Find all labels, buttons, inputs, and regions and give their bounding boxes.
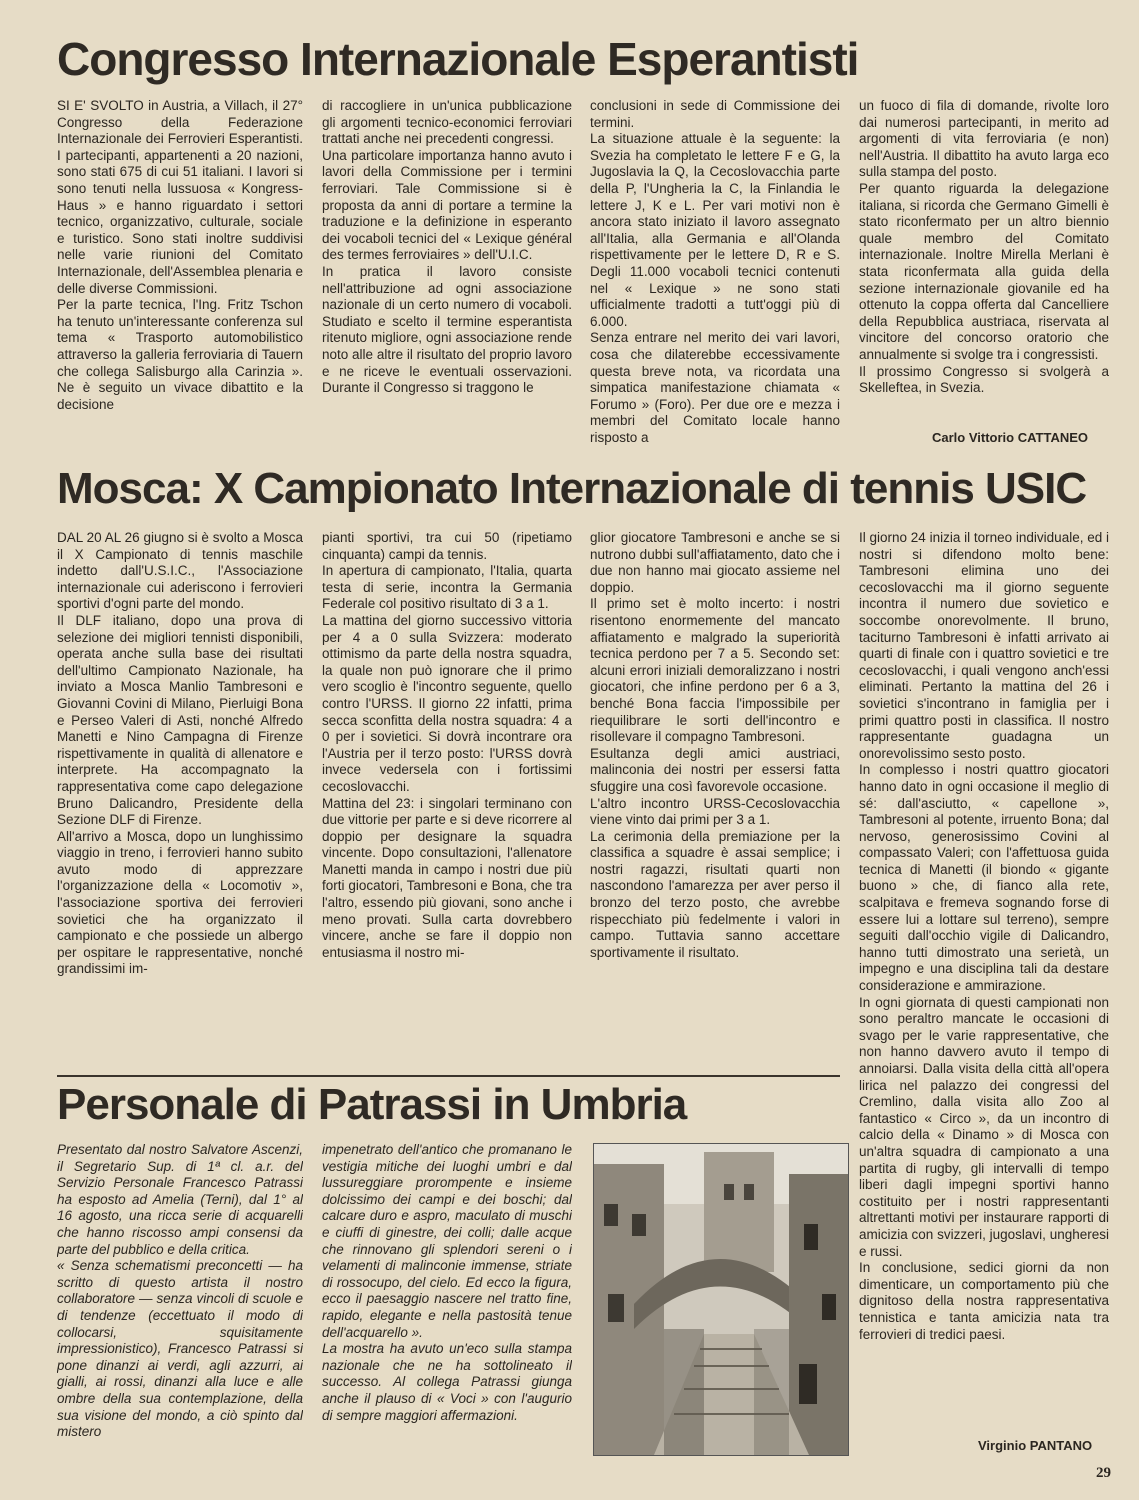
article3-title: Personale di Patrassi in Umbria [57,1080,687,1129]
article3-column-2: impenetrato dell'antico che promanano le vestigia mitiche dei luoghi umbri e dal lussureggiare prorompente e insieme dolcissimo dei campi e dei boschi; dal calcare duro e aspro, maculato di muschi e ciuffi di ginestre, dei colli; dalle acque che rinnovano gli splendori sereni o i velamenti di malinconie immense, striate di rossocupo, del cielo. Ed ecco la figura, ecco il paesaggio nascere nel tratto fine, rapido, elegante e nella pastosità tenue dell'acquarello ». La mostra ha avuto un'eco sulla stampa nazionale che ne ha sottolineato il successo. Al collega Patrassi giunga anche il plauso di « Voci » con l'augurio di sempre maggiori affermazioni. [322,1142,572,1423]
article1-column-2: di raccogliere in un'unica pubblicazione gli argomenti tecnico-economici ferroviari trattati anche nei precedenti congressi. Una particolare importanza hanno avuto i lavori della Commissione per i termini ferroviari. Tale Commissione si è proposta da anni di portare a termine la traduzione e la definizione in esperanto dei vocaboli tecnici del « Lexique général des termes ferroviaires » dell'U.I.C. In pratica il lavoro consiste nell'attribuzione ad ogni associazione nazionale di un certo numero di vocaboli. Studiato e scelto il termine esperantista ritenuto migliore, ogni associazione rende noto alle altre il risultato del proprio lavoro e ne riceve le eventuali osservazioni. Durante il Congresso si traggono le [322,98,572,396]
article1-column-3: conclusioni in sede di Commissione dei termini. La situazione attuale è la seguente: la Svezia ha completato le lettere F e G, la Jugoslavia la Q, la Cecoslovacchia parte della P, l'Ungheria la C, la Finlandia le lettere J, K e L. Per vari motivi non è ancora stato iniziato il lavoro assegnato all'Italia, alla Germania e all'Olanda rispettivamente per le lettere D, R e S. Degli 11.000 vocaboli tecnici contenuti nel « Lexique » ne sono stati ufficialmente tradotti a tutt'oggi più di 6.000. Senza entrare nel merito dei vari lavori, cosa che dilaterebbe eccessivamente questa breve nota, va ricordata una simpatica manifestazione chiamata « Forumo » (Foro). Per due ore e mezza i membri del Comitato locale hanno risposto a [590,98,840,445]
watercolor-painting-photo [593,1143,849,1456]
article2-column-3: glior giocatore Tambresoni e anche se si nutrono dubbi sull'affiatamento, dato che i due non hanno mai giocato assieme nel doppio. Il primo set è molto incerto: i nostri risentono enormemente del mancato affiatamento e malgrado la superiorità tecnica perdono per 7 a 5. Secondo set: alcuni errori iniziali demoralizzano i nostri giocatori, che infine perdono per 6 a 3, benché Bona faccia l'impossibile per riequilibrare le sorti dell'incontro e risollevare il compagno Tambresoni. Esultanza degli amici austriaci, malinconia dei nostri per essersi fatta sfuggire una così favorevole occasione. L'altro incontro URSS-Cecoslovacchia viene vinto dai primi per 3 a 1. La cerimonia della premiazione per la classifica a squadre è assai semplice; i nostri ragazzi, risultati quarti non nascondono l'amarezza per aver perso il bronzo del terzo posto, che avrebbe rispecchiato più fedelmente i valori in campo. Tuttavia sanno accettare sportivamente il risultato. [590,530,840,960]
article2-title: Mosca: X Campionato Internazionale di tennis USIC [57,464,1087,513]
article3-column-1: Presentato dal nostro Salvatore Ascenzi, il Segretario Sup. di 1ª cl. a.r. del Servizio Personale Francesco Patrassi ha esposto ad Amelia (Terni), dal 1° al 16 agosto, una ricca serie di acquarelli che hanno riscosso ampi consensi da parte del pubblico e della critica. « Senza schematismi preconcetti — ha scritto di questo artista il nostro collaboratore — senza vincoli di scuole e di tendenze (eccettuato il modo di collocarsi, squisitamente impressionistico), Francesco Patrassi si pone dinanzi ai verdi, agli azzurri, ai gialli, ai rossi, dinanzi alla luce e alle ombre della sua contemplazione, della sua visione del mondo, a ciò spinto dal mistero [57,1142,303,1440]
article2-column-2: pianti sportivi, tra cui 50 (ripetiamo cinquanta) campi da tennis. In apertura di campionato, l'Italia, quarta testa di serie, incontra la Germania Federale col positivo risultato di 3 a 1. La mattina del giorno successivo vittoria per 4 a 0 sulla Svizzera: moderato ottimismo da parte della nostra squadra, la quale non può ignorare che il primo vero scoglio è l'incontro seguente, quello contro l'URSS. Il giorno 22 infatti, prima secca sconfitta della nostra squadra: 4 a 0 per i sovietici. Si dovrà incontrare ora l'Austria per il terzo posto: l'URSS dovrà invece vedersela con i fortissimi cecoslovacchi. Mattina del 23: i singolari terminano con due vittorie per parte e si deve ricorrere al doppio per designare la squadra vincente. Dopo consultazioni, l'allenatore Manetti manda in campo i nostri due più forti giocatori, Tambresoni e Bona, che tra l'altro, essendo più giovani, sono anche i meno provati. Sulla carta dovrebbero vincere, anche se fare il doppio non entusiasma il nostro mi- [322,530,572,960]
article1-column-4: un fuoco di fila di domande, rivolte loro dai numerosi partecipanti, in merito ad argomenti di vita ferroviaria (e non) nell'Austria. Il dibattito ha avuto larga eco sulla stampa del posto. Per quanto riguarda la delegazione italiana, si ricorda che Germano Gimelli è stato riconfermato per un altro biennio quale membro del Comitato internazionale. Inoltre Mirella Merlani è stata riconfermata alla guida della sezione internazionale giovanile ed ha ottenuto la coppa offerta dal Cancelliere della Repubblica austriaca, riservata al vincitore del concorso oratorio che annualmente si svolge tra i congressisti. Il prossimo Congresso si svolgerà a Skelleftea, in Svezia. [859,98,1109,396]
article2-column-1: DAL 20 AL 26 giugno si è svolto a Mosca il X Campionato di tennis maschile indetto dall'U.S.I.C., l'Associazione internazionale cui aderiscono i ferrovieri sportivi d'ogni parte del mondo. Il DLF italiano, dopo una prova di selezione dei migliori tennisti disponibili, operata anche sulla base dei risultati dell'ultimo Campionato Nazionale, ha inviato a Mosca Manlio Tambresoni e Giovanni Covini di Milano, Pierluigi Bona e Perseo Valeri di Asti, nonché Alfredo Manetti e Nino Campagna di Firenze rispettivamente in qualità di allenatore e interprete. Ha accompagnato la rappresentativa come capo delegazione Bruno Dalicandro, Presidente della Sezione DLF di Firenze. All'arrivo a Mosca, dopo un lunghissimo viaggio in treno, i ferrovieri hanno subito avuto modo di apprezzare l'organizzazione della « Locomotiv », l'associazione sportiva dei ferrovieri sovietici che ha organizzato il campionato e che possiede un albergo per ospitare le rappresentative, nonché grandissimi im- [57,530,303,977]
article1-column-1: SI E' SVOLTO in Austria, a Villach, il 27° Congresso della Federazione Internazionale dei Ferrovieri Esperantisti. I partecipanti, appartenenti a 20 nazioni, sono stati 675 di cui 51 italiani. I lavori si sono tenuti nella lussuosa « Kongress-Haus » e hanno riguardato i settori tecnico, organizzativo, culturale, sociale e turistico. Sono stati inoltre suddivisi nelle varie riunioni del Comitato Internazionale, dell'Assemblea plenaria e delle diverse Commissioni. Per la parte tecnica, l'Ing. Fritz Tschon ha tenuto un'interessante conferenza sul tema « Trasporto automobilistico attraverso la galleria ferroviaria di Tauern che collega Salisburgo alla Carinzia ». Ne è seguito un vivace dibattito e la decisione [57,98,303,412]
section-divider [57,1075,840,1077]
page-number: 29 [1096,1465,1111,1481]
article1-title: Congresso Internazionale Esperantisti [57,33,859,85]
article1-signature: Carlo Vittorio CATTANEO [932,430,1088,445]
article2-column-4: Il giorno 24 inizia il torneo individuale, ed i nostri si difendono molto bene: Tambresoni elimina uno dei cecoslovacchi ma il giorno seguente incontra il numero due sovietico e soccombe onorevolmente. Il bruno, taciturno Tambresoni è infatti arrivato ai quarti di finale con i quattro sovietici e tre cecoslovacchi, i quali vengono anch'essi eliminati. Pertanto la mattina del 26 i sovietici s'incontrano in famiglia per i primi quattro posti in classifica. Il nostro rappresentante guadagna un onorevolissimo sesto posto. In complesso i nostri quattro giocatori hanno dato in ogni occasione il meglio di sé: dall'asciutto, « capellone », Tambresoni al potente, irruento Bona; dal nervoso, generosissimo Covini al compassato Valeri; con l'affettuosa guida tecnica di Manetti (il biondo « gigante buono » che, di fianco alla rete, scalpitava e fremeva sognando forse di essere lui a lottare sul terreno), sempre seguiti dall'occhio vigile di Dalicandro, hanno tutti dimostrato una serietà, un impegno e una disciplina tali da destare considerazione e ammirazione. In ogni giornata di questi campionati non sono peraltro mancate le occasioni di svago per le varie rappresentative, che non hanno davvero avuto il tempo di annoiarsi. Dalla visita della città all'opera lirica nel palazzo dei congressi del Cremlino, dalla visita allo Zoo al fantastico « Circo », da un incontro di calcio della « Dinamo » di Mosca con un'altra squadra di campionato a una partita di rugby, gli intervalli di tempo liberi dagli impegni sportivi hanno costituito per i nostri rappresentanti altrettanti motivi per instaurare rapporti di amicizia con svizzeri, jugoslavi, ungheresi e russi. In conclusione, sedici giorni da non dimenticare, un comportamento più che dignitoso della nostra rappresentativa tennistica e tanta amicizia nata tra ferrovieri di tredici paesi. [859,530,1109,1342]
article2-signature: Virginio PANTANO [978,1438,1093,1453]
